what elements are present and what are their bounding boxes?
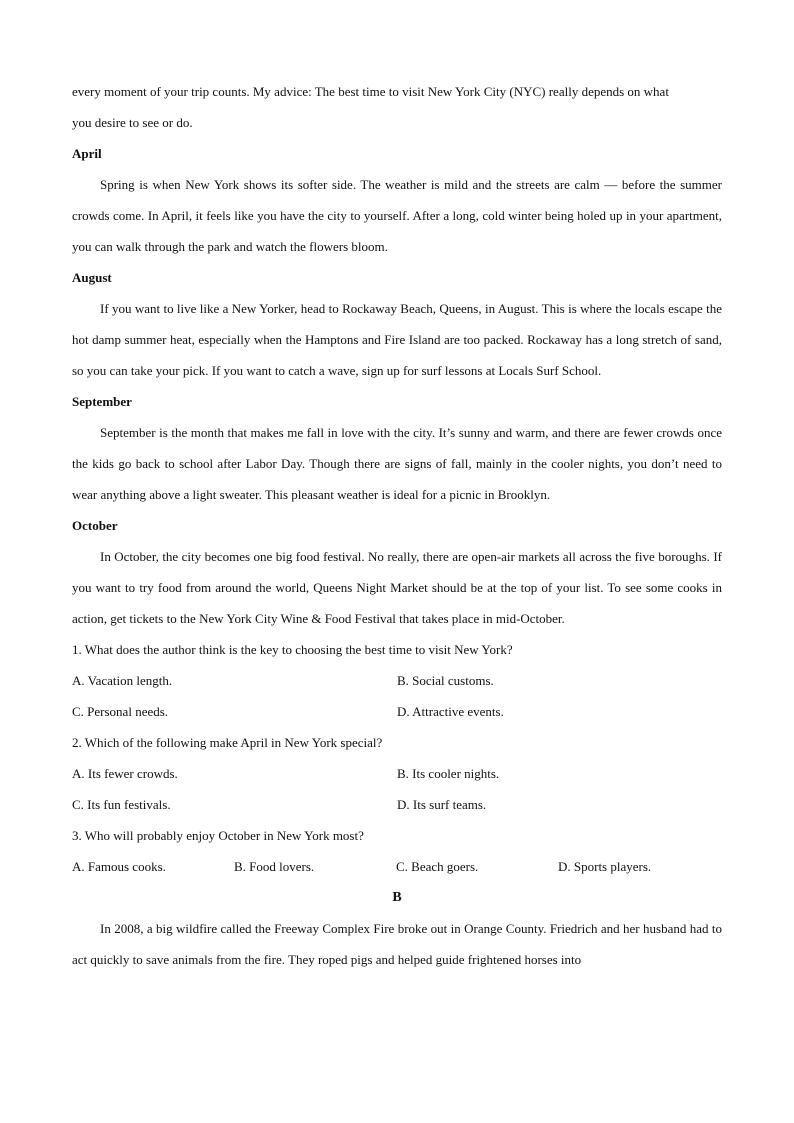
question-3-options-row — [72, 851, 722, 882]
intro-line-1: every moment of your trip counts. My advice: The best time to visit New York City (NYC) really depends on what — [72, 84, 669, 99]
question-1-option-b: B. Social customs. — [397, 673, 494, 688]
question-1-option-d: D. Attractive events. — [397, 704, 504, 719]
question-3-option-a: A. Famous cooks. — [72, 859, 166, 874]
april-heading: April — [72, 146, 102, 161]
september-paragraph: September is the month that makes me fall in love with the city. It’s sunny and warm, and there are fewer crowds once the kids go back to school after Labor Day. Though there are signs of fall, mainly in the cooler nights, you don’t need to wear anything above a light sweater. This pleasant weather is ideal for a picnic in Brooklyn. — [72, 425, 722, 502]
question-1-option-a: A. Vacation length. — [72, 673, 173, 688]
question-1-stem: 1. What does the author think is the key to choosing the best time to visit New York? — [72, 642, 513, 657]
question-2-options-row-2 — [72, 789, 722, 820]
question-1-option-c: C. Personal needs. — [72, 704, 169, 719]
question-2-option-b: B. Its cooler nights. — [397, 766, 500, 781]
question-2-option-c: C. Its fun festivals. — [72, 797, 171, 812]
question-3-option-c: C. Beach goers. — [396, 859, 479, 874]
question-3-option-b: B. Food lovers. — [234, 859, 315, 874]
september-heading: September — [72, 394, 132, 409]
question-2-option-d: D. Its surf teams. — [397, 797, 487, 812]
part-b-heading: B — [392, 890, 402, 905]
document-page — [72, 76, 722, 975]
question-1-options-row-1 — [72, 665, 722, 696]
question-2-option-a: A. Its fewer crowds. — [72, 766, 178, 781]
april-paragraph: Spring is when New York shows its softer side. The weather is mild and the streets are calm — before the summer crowds come. In April, it feels like you have the city to yourself. After a long, cold winter being holed up in your apartment, you can walk through the park and watch the flowers bloom. — [72, 177, 722, 254]
question-2-stem: 2. Which of the following make April in New York special? — [72, 735, 383, 750]
october-paragraph: In October, the city becomes one big food festival. No really, there are open-air markets all across the five boroughs. If you want to try food from around the world, Queens Night Market should be at the top of your list. To see some cooks in action, get tickets to the New York City Wine & Food Festival that takes place in mid-October. — [72, 549, 722, 626]
august-heading: August — [72, 270, 112, 285]
question-1-options-row-2 — [72, 696, 722, 727]
august-paragraph: If you want to live like a New Yorker, head to Rockaway Beach, Queens, in August. This is where the locals escape the hot damp summer heat, especially when the Hamptons and Fire Island are too packed. Rockaway has a long stretch of sand, so you can take your pick. If you want to catch a wave, sign up for surf lessons at Locals Surf School. — [72, 301, 722, 378]
question-3-option-d: D. Sports players. — [558, 859, 652, 874]
intro-line-2: you desire to see or do. — [72, 115, 193, 130]
question-2-options-row-1 — [72, 758, 722, 789]
october-heading: October — [72, 518, 118, 533]
question-3-stem: 3. Who will probably enjoy October in New York most? — [72, 828, 364, 843]
part-b-paragraph: In 2008, a big wildfire called the Freeway Complex Fire broke out in Orange County. Friedrich and her husband had to act quickly to save animals from the fire. They roped pigs and helped guide frightened horses into — [72, 921, 722, 967]
